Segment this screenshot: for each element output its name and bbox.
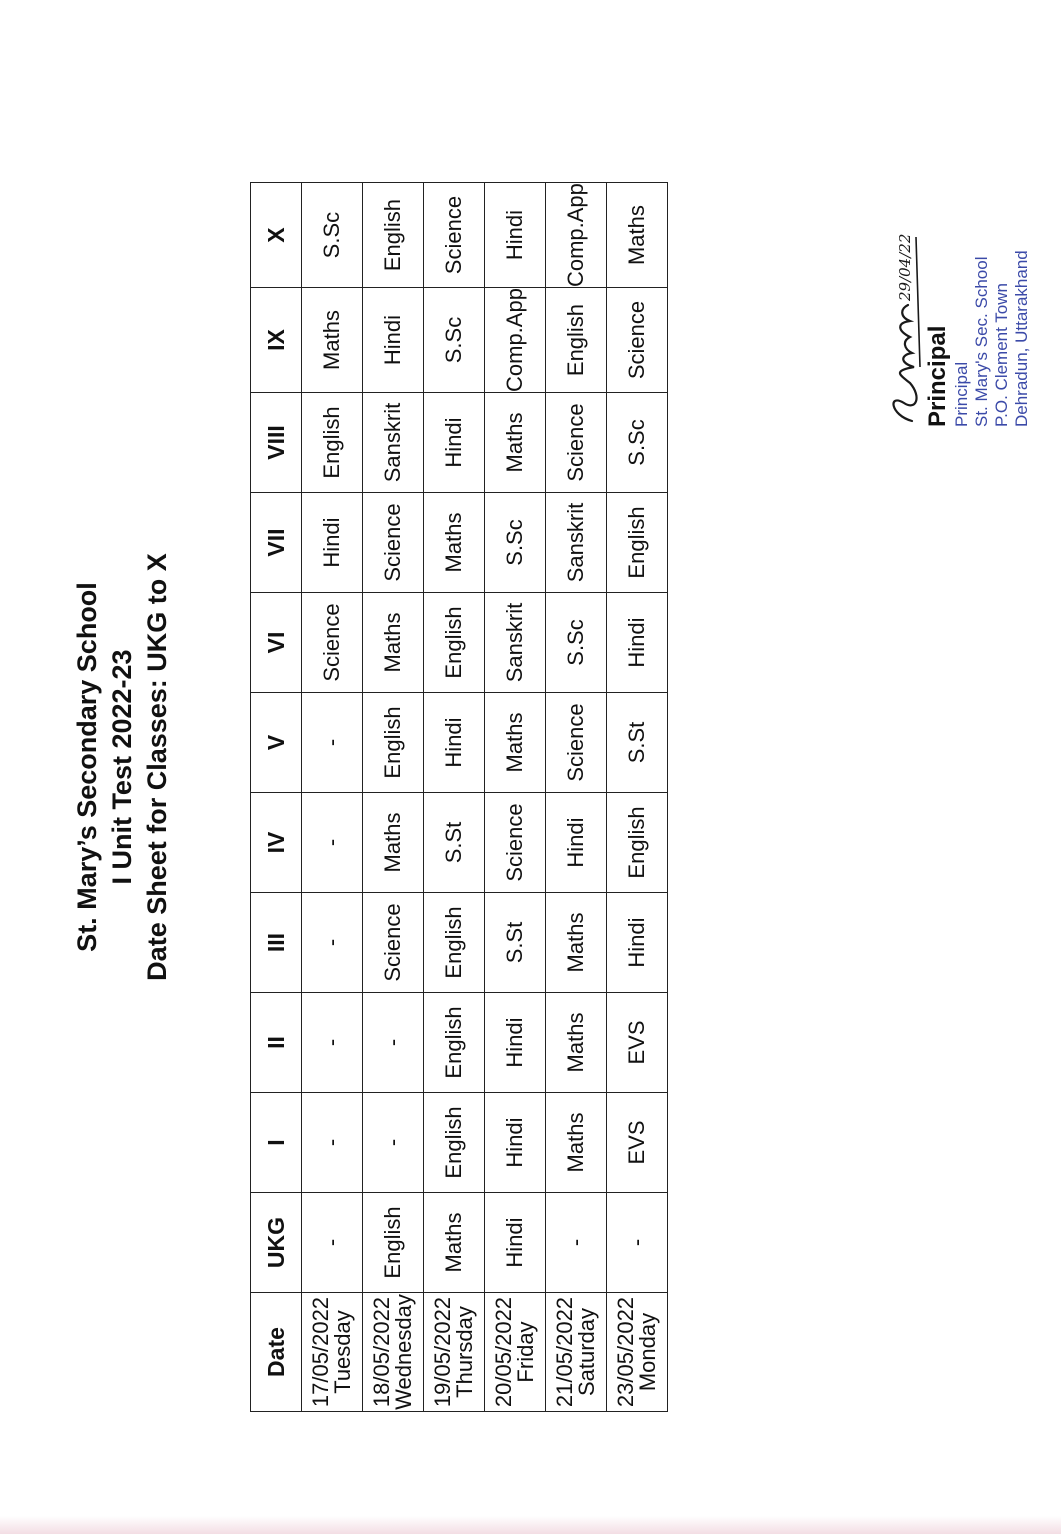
subject-cell: Science [302,593,363,693]
subject-cell: S.St [485,893,546,993]
subject-cell: Science [424,183,485,288]
column-header-date: Date [251,1293,302,1412]
stamp-line: St. Mary's Sec. School [972,256,991,427]
school-name: St. Mary’s Secondary School [72,582,102,952]
column-header-ukg: UKG [251,1193,302,1293]
subject-cell: S.Sc [424,288,485,393]
signature-mark [870,227,930,427]
subject-cell: - [302,893,363,993]
subject-cell: English [363,1193,424,1293]
principal-title: Principal [924,325,951,427]
date-sheet-table [250,182,668,1412]
subject-cell: Maths [424,493,485,593]
school-stamp [952,167,1032,427]
subject-cell: Hindi [424,393,485,493]
column-header-v: V [251,693,302,793]
subject-cell: Science [485,793,546,893]
subject-cell: Science [546,393,607,493]
subject-cell: Hindi [485,993,546,1093]
subject-cell: English [546,288,607,393]
table-row [424,183,485,1412]
date-cell [546,1293,607,1412]
subject-cell: Hindi [607,893,668,993]
subject-cell: English [424,593,485,693]
subject-cell: Science [546,693,607,793]
subject-cell: EVS [607,1093,668,1193]
stamp-line: Dehradun, Uttarakhand [1012,250,1031,427]
subject-cell: Maths [546,993,607,1093]
subject-cell: Maths [302,288,363,393]
subject-cell: Science [607,288,668,393]
subject-cell: English [363,183,424,288]
subject-cell: - [607,1193,668,1293]
exam-date: 19/05/2022 [430,1296,455,1408]
date-cell [424,1293,485,1412]
table-row [607,183,668,1412]
exam-date: 21/05/2022 [552,1296,577,1408]
subject-cell: English [363,693,424,793]
subject-cell: S.Sc [546,593,607,693]
subject-cell: Comp.App [546,183,607,288]
subject-cell: English [424,893,485,993]
subject-cell: S.Sc [302,183,363,288]
subject-cell: Hindi [485,1193,546,1293]
column-header-viii: VIII [251,393,302,493]
subject-cell: EVS [607,993,668,1093]
subject-cell: - [302,993,363,1093]
subject-cell: Maths [546,1093,607,1193]
subject-cell: Maths [363,593,424,693]
subject-cell: Maths [485,393,546,493]
stamp-line: Principal [952,361,971,427]
subject-cell: Hindi [302,493,363,593]
column-header-ii: II [251,993,302,1093]
subject-cell: S.Sc [485,493,546,593]
table-row [546,183,607,1412]
exam-day: Wednesday [391,1294,416,1410]
subject-cell: - [363,1093,424,1193]
subject-cell: Sanskrit [546,493,607,593]
subject-cell: Comp.App [485,288,546,393]
subject-cell: - [363,993,424,1093]
exam-day: Saturday [574,1307,599,1397]
subject-cell: S.St [607,693,668,793]
table-body [302,183,668,1412]
subject-cell: English [607,793,668,893]
subject-cell: Science [363,493,424,593]
date-sheet-subtitle: Date Sheet for Classes: UKG to X [142,553,172,981]
document-header [70,17,175,1517]
subject-cell: English [424,1093,485,1193]
subject-cell: S.Sc [607,393,668,493]
exam-date: 23/05/2022 [613,1296,638,1408]
exam-date: 20/05/2022 [491,1296,516,1408]
table-row [302,183,363,1412]
column-header-vii: VII [251,493,302,593]
subject-cell: Hindi [485,1093,546,1193]
signature-date: 29/04/22 [896,233,914,301]
subject-cell: Hindi [424,693,485,793]
subject-cell: Hindi [363,288,424,393]
subject-cell: Science [363,893,424,993]
principal-signature-block [870,167,1032,427]
exam-day: Monday [635,1312,660,1392]
subject-cell: - [302,1093,363,1193]
subject-cell: Sanskrit [363,393,424,493]
subject-cell: Maths [607,183,668,288]
column-header-iv: IV [251,793,302,893]
subject-cell: Maths [363,793,424,893]
column-header-ix: IX [251,288,302,393]
subject-cell: Hindi [607,593,668,693]
subject-cell: Maths [546,893,607,993]
date-cell [302,1293,363,1412]
subject-cell: - [302,1193,363,1293]
column-header-i: I [251,1093,302,1193]
exam-date: 18/05/2022 [369,1296,394,1408]
table-row [363,183,424,1412]
date-cell [363,1293,424,1412]
subject-cell: - [302,693,363,793]
date-cell [607,1293,668,1412]
date-sheet-page [30,17,1030,1517]
subject-cell: Hindi [485,183,546,288]
exam-day: Tuesday [330,1310,355,1394]
column-header-x: X [251,183,302,288]
exam-day: Thursday [452,1306,477,1398]
exam-date: 17/05/2022 [308,1296,333,1408]
subject-cell: Hindi [546,793,607,893]
column-header-iii: III [251,893,302,993]
date-cell [485,1293,546,1412]
table-header-row [251,183,302,1412]
subject-cell: English [607,493,668,593]
subject-cell: - [302,793,363,893]
subject-cell: Sanskrit [485,593,546,693]
subject-cell: - [546,1193,607,1293]
subject-cell: English [302,393,363,493]
bottom-edge-tint [0,1516,1061,1534]
subject-cell: Maths [485,693,546,793]
subject-cell: Maths [424,1193,485,1293]
exam-title: I Unit Test 2022-23 [107,649,137,885]
table-row [485,183,546,1412]
subject-cell: S.St [424,793,485,893]
subject-cell: English [424,993,485,1093]
column-header-vi: VI [251,593,302,693]
stamp-line: P.O. Clement Town [992,283,1011,427]
exam-day: Friday [513,1321,538,1383]
